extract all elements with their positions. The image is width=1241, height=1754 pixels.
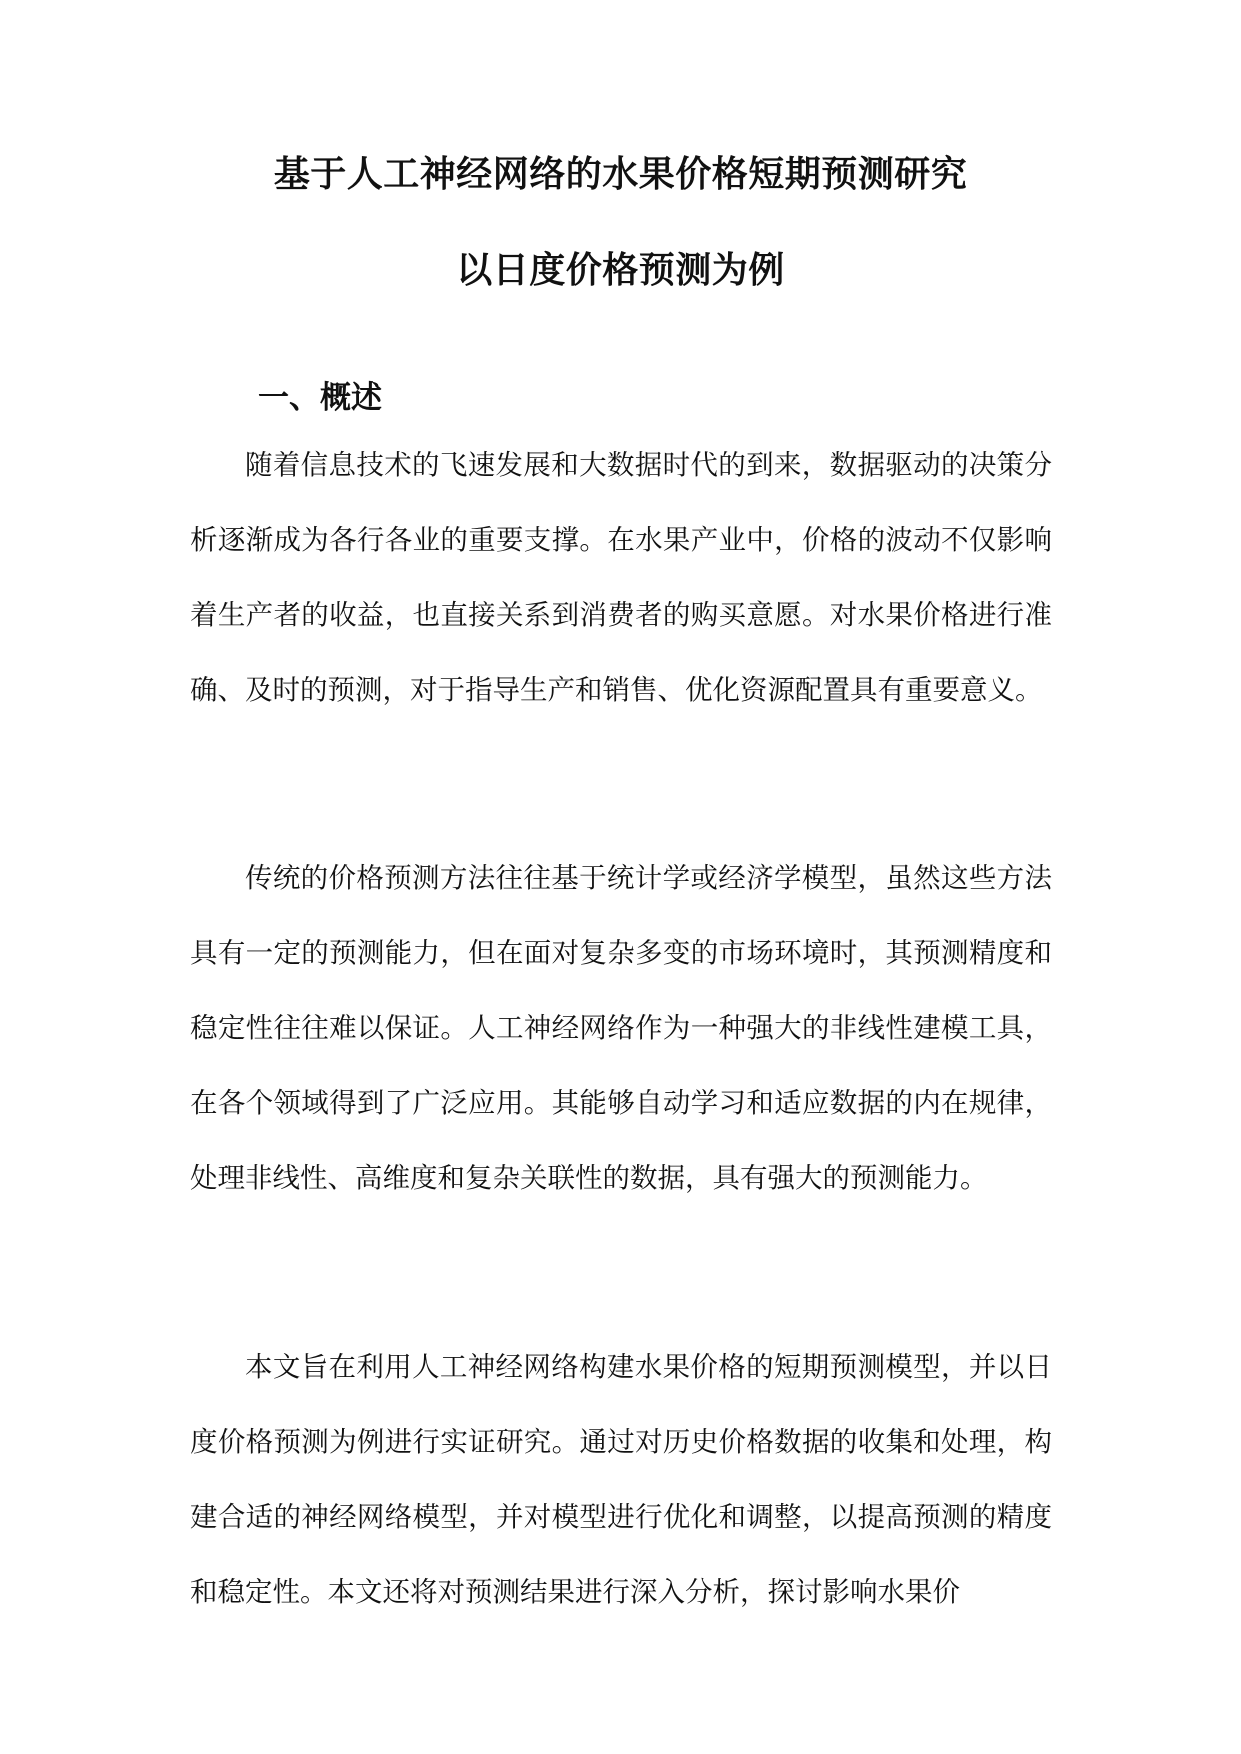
paragraph: 传统的价格预测方法往往基于统计学或经济学模型，虽然这些方法具有一定的预测能力，但在面对复杂多变的市场环境时，其预测精度和稳定性往往难以保证。人工神经网络作为一种强大的非线性建模工具，在各个领域得到了广泛应用。其能够自动学习和适应数据的内在规律，处理非线性、高维度和复杂关联性的数据，具有强大的预测能力。 (190, 862, 1052, 1194)
paragraph-2-block (190, 841, 1052, 1216)
document-subtitle: 以日度价格预测为例 (456, 249, 785, 291)
paragraph: 本文旨在利用人工神经网络构建水果价格的短期预测模型，并以日度价格预测为例进行实证研究。通过对历史价格数据的收集和处理，构建合适的神经网络模型，并对模型进行优化和调整，以提高预测的精度和稳定性。本文还将对预测结果进行深入分析，探讨影响水果价 (190, 1351, 1052, 1608)
section-heading: 一、概述 (258, 380, 382, 416)
paragraph-1-block (190, 428, 1052, 728)
document-title: 基于人工神经网络的水果价格短期预测研究 (273, 153, 968, 195)
paragraph-3-block (190, 1330, 1052, 1630)
paragraph: 随着信息技术的飞速发展和大数据时代的到来，数据驱动的决策分析逐渐成为各行各业的重要支撑。在水果产业中，价格的波动不仅影响着生产者的收益，也直接关系到消费者的购买意愿。对水果价格进行准确、及时的预测，对于指导生产和销售、优化资源配置具有重要意义。 (190, 449, 1052, 706)
